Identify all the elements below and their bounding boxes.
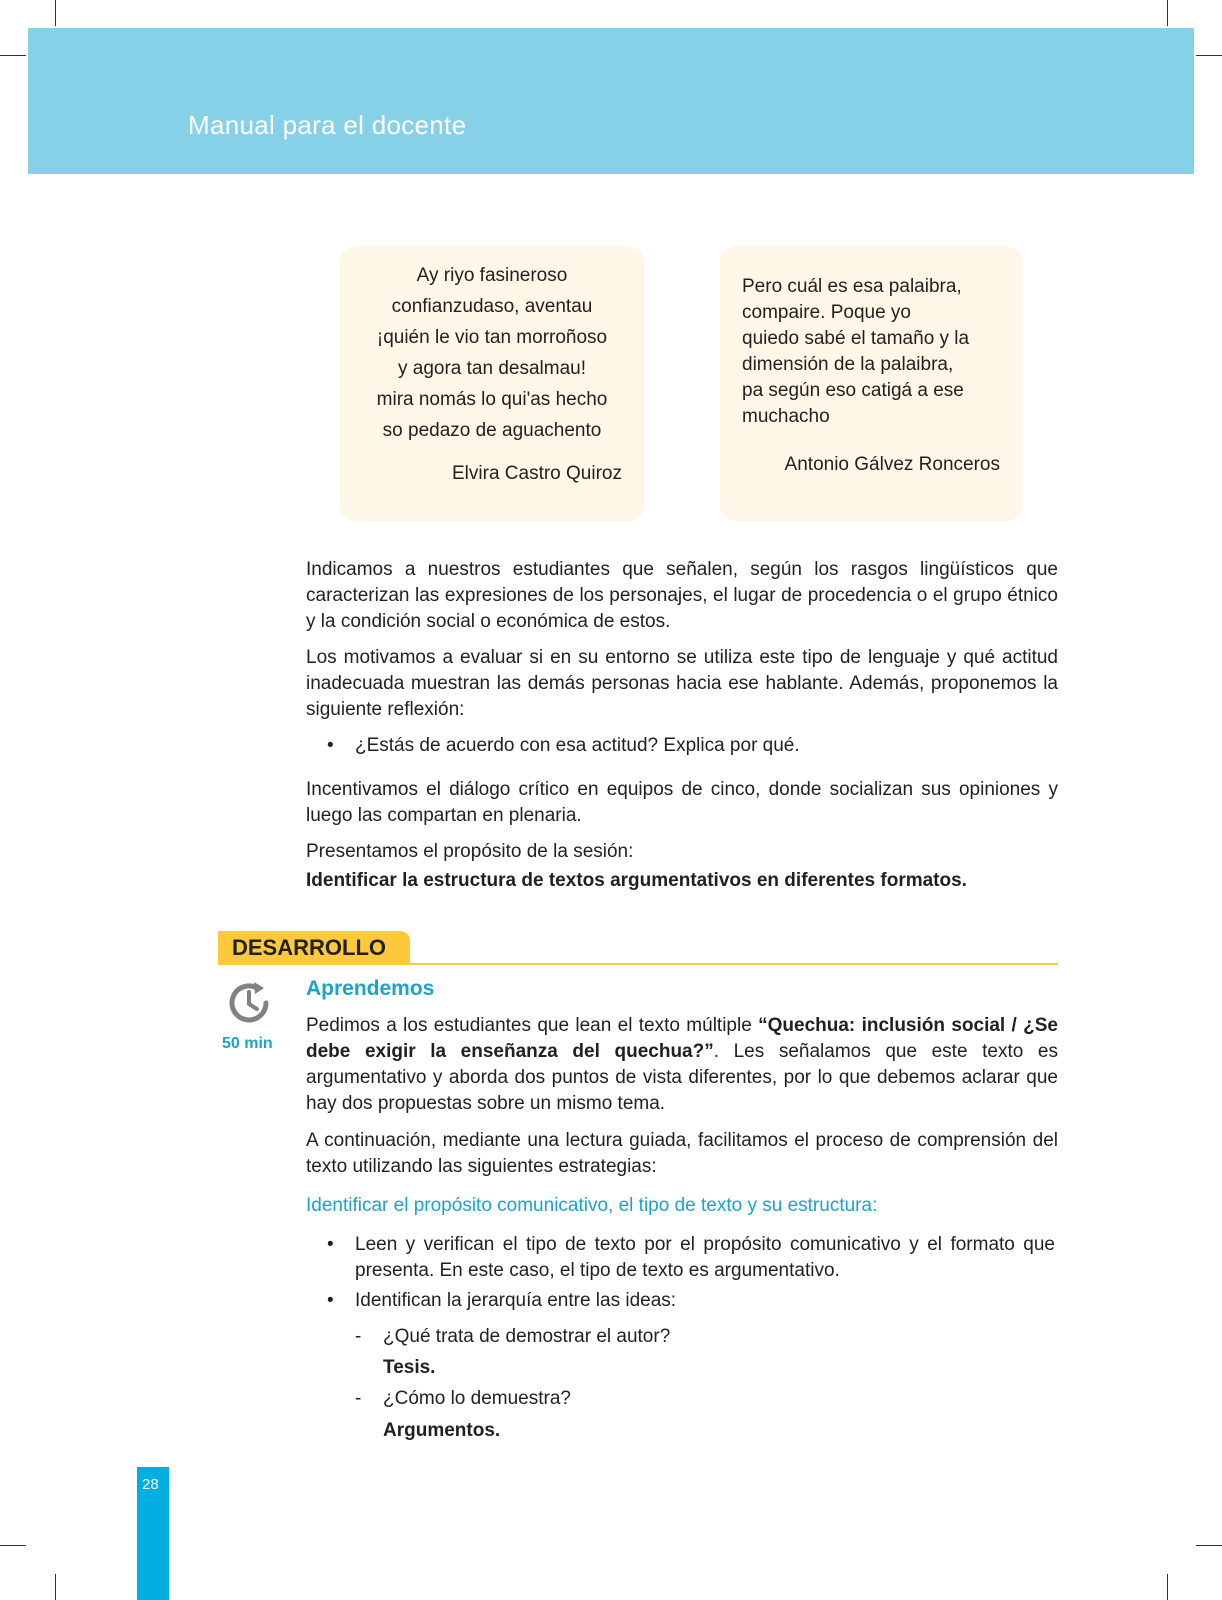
quote-line: quiedo sabé el tamaño y la bbox=[742, 328, 970, 349]
intro-paragraph-4: Presentamos el propósito de la sesión: bbox=[306, 841, 634, 862]
quote-box-2 bbox=[720, 246, 1022, 521]
time-label: 50 min bbox=[222, 1035, 273, 1052]
bullet-dot: • bbox=[327, 1290, 334, 1311]
text-title-bold: “Quechua: inclusión social / ¿Se debe exigir la enseñanza del quechua?” bbox=[306, 1015, 1059, 1062]
session-purpose: Identificar la estructura de textos argumentativos en diferentes formatos. bbox=[306, 870, 967, 891]
development-paragraph-1 bbox=[306, 1013, 1058, 1117]
section-title: DESARROLLO bbox=[218, 931, 410, 965]
crop-mark bbox=[0, 55, 26, 56]
crop-mark bbox=[1167, 1574, 1168, 1600]
quote-line: ¡quién le vio tan morroñoso bbox=[376, 327, 608, 348]
text-run: Pedimos a los estudiantes que lean el texto múltiple bbox=[306, 1015, 759, 1036]
quote-author: Antonio Gálvez Ronceros bbox=[784, 454, 1000, 475]
intro-paragraph-3: Incentivamos el diálogo crítico en equipos de cinco, donde socializan sus opiniones y luego las compartan en plenaria. bbox=[306, 779, 1058, 826]
quote-line: y agora tan desalmau! bbox=[397, 358, 586, 379]
crop-mark bbox=[55, 0, 56, 26]
answer-2: Argumentos. bbox=[383, 1420, 501, 1441]
crop-mark bbox=[1196, 55, 1222, 56]
question-text: ¿Qué trata de demostrar el autor? bbox=[383, 1326, 671, 1347]
quote-author: Elvira Castro Quiroz bbox=[452, 463, 622, 484]
intro-paragraph-1: Indicamos a nuestros estudiantes que señalen, según los rasgos lingüísticos que caracterizan las expresiones de los personajes, el lugar de procedencia o el grupo étnico y la condición social o económica de estos. bbox=[306, 559, 1058, 632]
header-band bbox=[28, 28, 1194, 174]
bullet-dot: • bbox=[327, 735, 334, 756]
bullet-text: Leen y verifican el tipo de texto por el propósito comunicativo y el formato que presenta. En este caso, el tipo de texto es argumentativo. bbox=[355, 1234, 1055, 1281]
quote-line: confianzudaso, aventau bbox=[391, 296, 593, 317]
dash-mark: - bbox=[355, 1388, 362, 1409]
strategy-title: Identificar el propósito comunicativo, el tipo de texto y su estructura: bbox=[306, 1195, 878, 1216]
development-paragraph-2: A continuación, mediante una lectura guiada, facilitamos el proceso de comprensión del texto utilizando las siguientes estrategias: bbox=[306, 1130, 1058, 1177]
subsection-title: Aprendemos bbox=[306, 977, 435, 1000]
clock-icon bbox=[224, 978, 274, 1028]
intro-paragraph-2: Los motivamos a evaluar si en su entorno se utiliza este tipo de lenguaje y qué actitud inadecuada muestran las demás personas hacia ese hablante. Además, proponemos la siguiente reflexión: bbox=[306, 647, 1058, 720]
text-run: . Les señalamos que este texto es argumentativo y aborda dos puntos de vista diferentes, por lo que debemos aclarar que hay dos propuestas sobre un mismo tema. bbox=[306, 1041, 1058, 1114]
quote-lines bbox=[720, 246, 1022, 430]
quote-line: Ay riyo fasineroso bbox=[416, 265, 568, 286]
section-rule bbox=[218, 963, 1058, 965]
bullet-text: Identifican la jerarquía entre las ideas: bbox=[355, 1290, 677, 1311]
quote-line: muchacho bbox=[742, 406, 830, 427]
quote-box-1 bbox=[340, 246, 644, 521]
quote-lines bbox=[340, 246, 644, 446]
quote-line: pa según eso catigá a ese bbox=[742, 380, 964, 401]
bullet-text: ¿Estás de acuerdo con esa actitud? Explica por qué. bbox=[355, 735, 800, 756]
answer-1: Tesis. bbox=[383, 1357, 436, 1378]
question-text: ¿Cómo lo demuestra? bbox=[383, 1388, 571, 1409]
quote-line: mira nomás lo qui'as hecho bbox=[376, 389, 608, 410]
quote-line: compaire. Poque yo bbox=[742, 302, 911, 323]
crop-mark bbox=[0, 1545, 26, 1546]
quote-line: dimensión de la palaibra, bbox=[742, 354, 954, 375]
quote-line: so pedazo de aguachento bbox=[382, 420, 602, 441]
header-title: Manual para el docente bbox=[188, 110, 467, 140]
crop-mark bbox=[55, 1574, 56, 1600]
crop-mark bbox=[1167, 0, 1168, 26]
dash-mark: - bbox=[355, 1326, 362, 1347]
bullet-dot: • bbox=[327, 1234, 334, 1255]
quote-line: Pero cuál es esa palaibra, bbox=[742, 276, 962, 297]
crop-mark bbox=[1196, 1545, 1222, 1546]
page-number: 28 bbox=[142, 1476, 159, 1493]
